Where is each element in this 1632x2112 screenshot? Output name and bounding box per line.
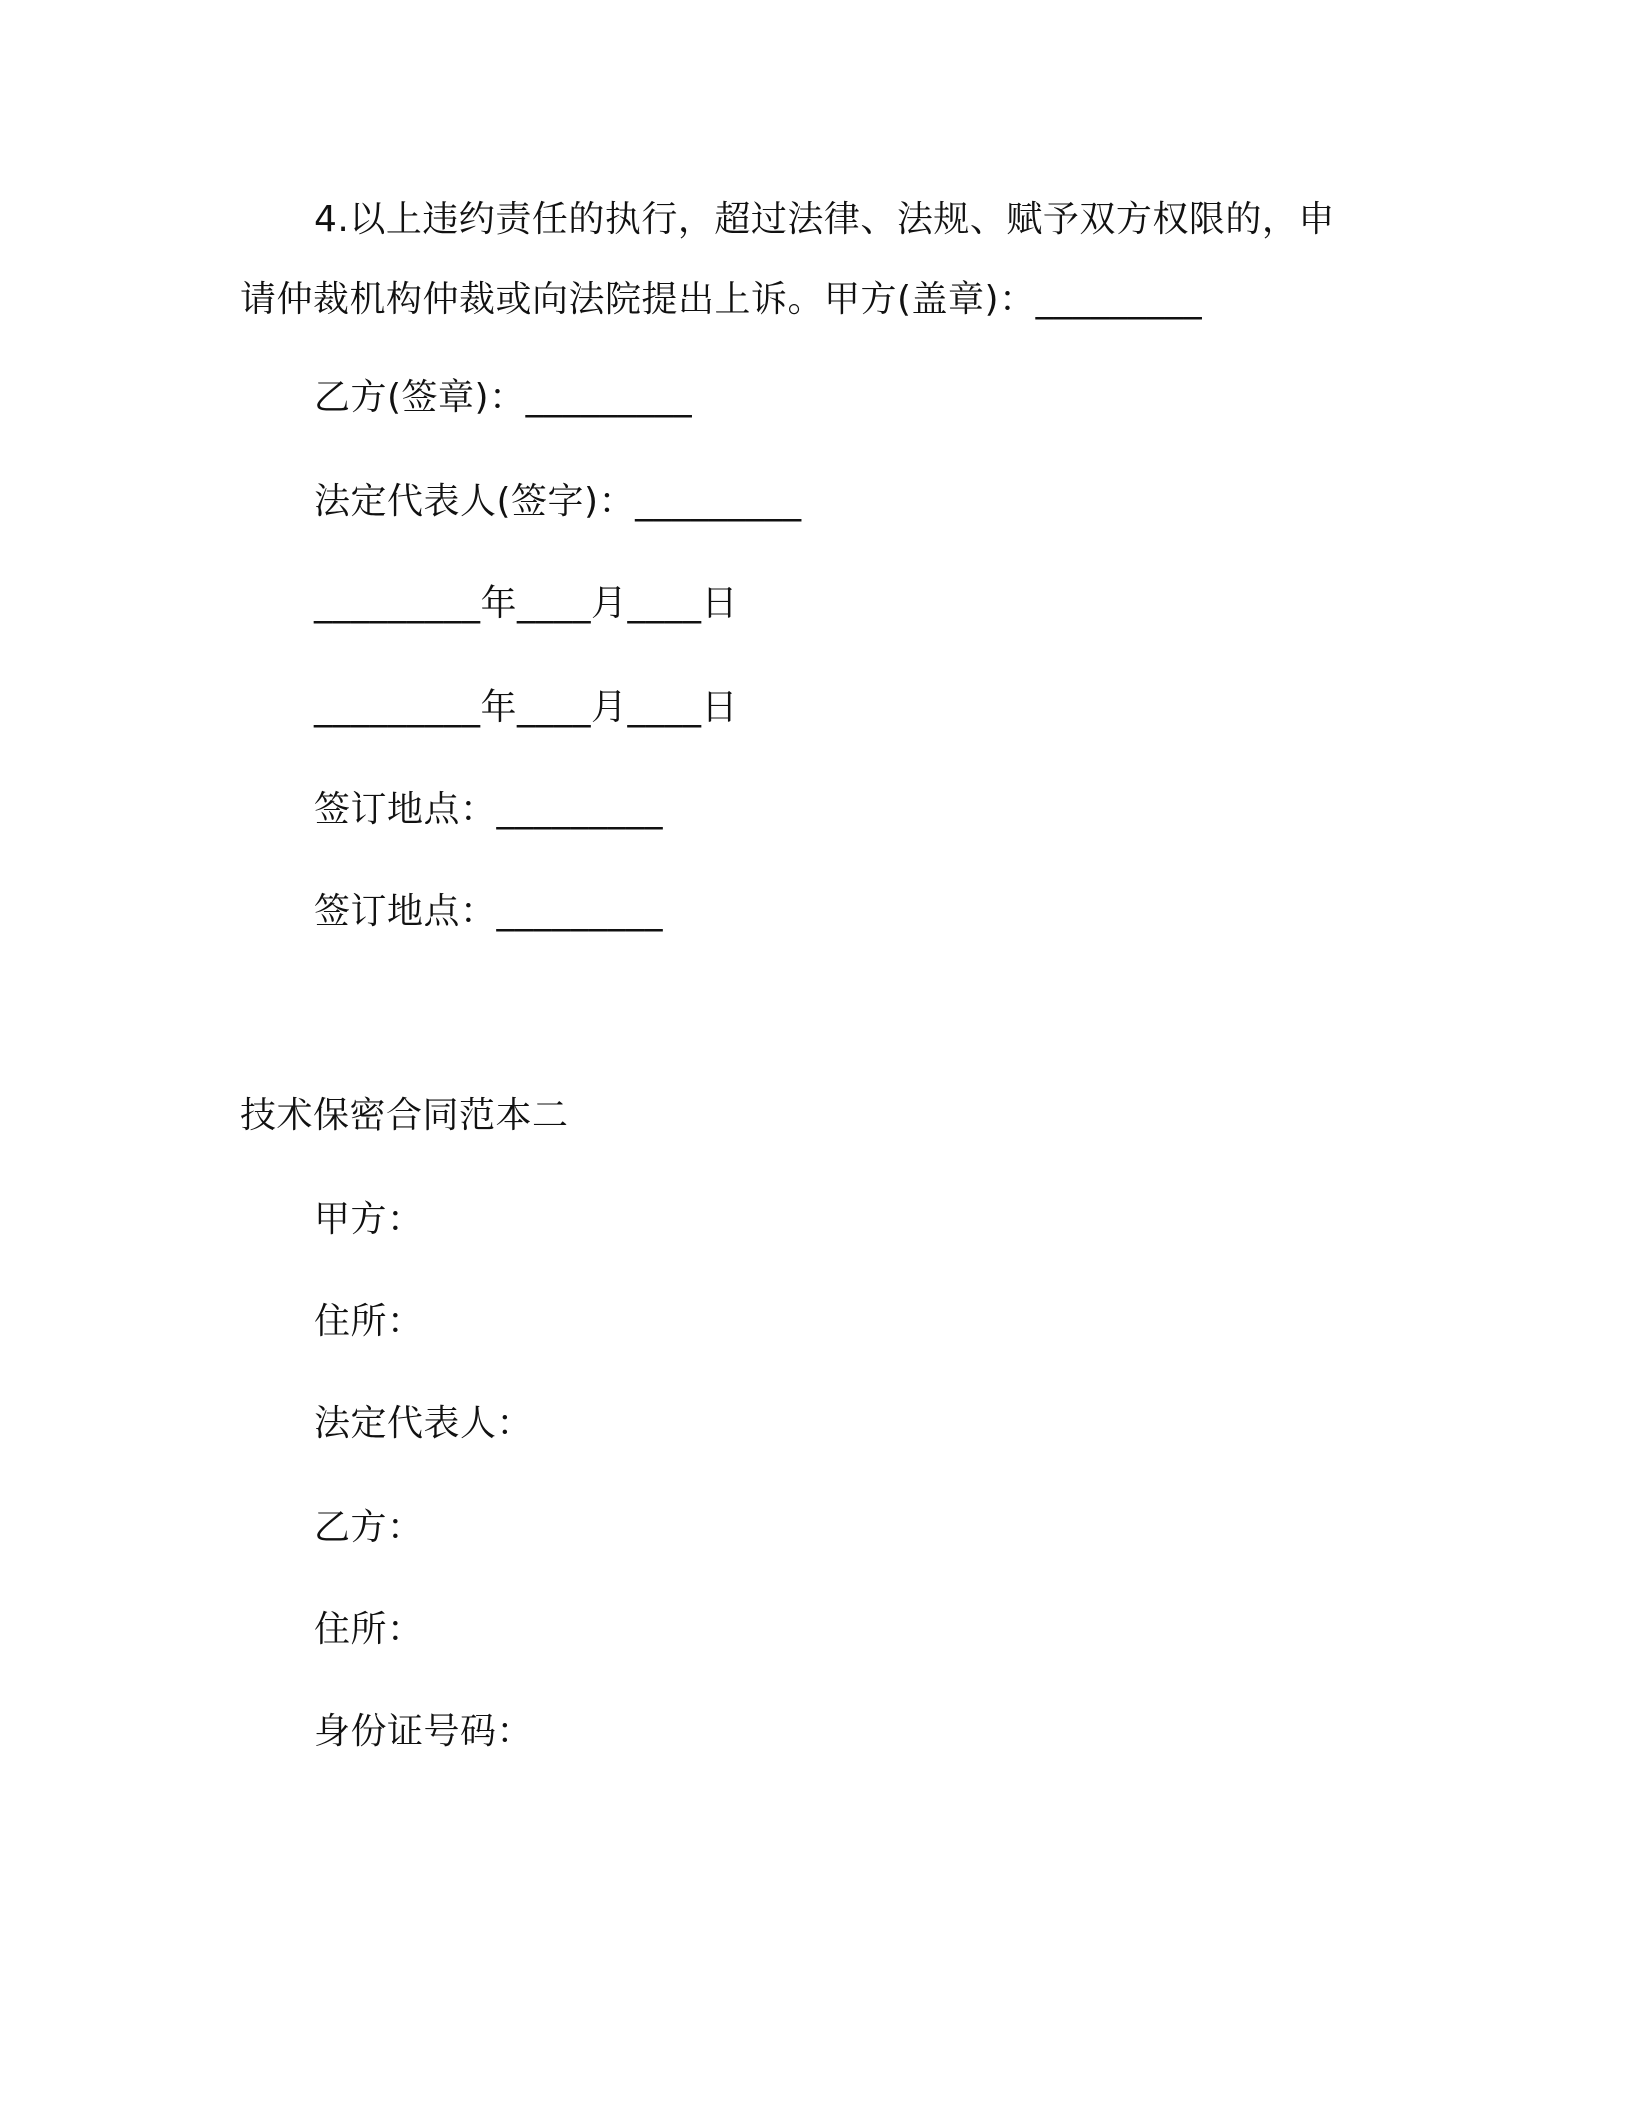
address-a-label: 住所：	[314, 1301, 424, 1342]
address-b-label: 住所：	[314, 1609, 424, 1650]
party-b-label: 乙方：	[314, 1507, 424, 1548]
signing-place-line-1: 签订地点：_________	[314, 789, 664, 830]
section-2-title: 技术保密合同范本二	[240, 1095, 569, 1136]
legal-rep-label: 法定代表人：	[314, 1403, 534, 1444]
date-line-1: _________年____月____日	[314, 583, 738, 624]
signing-place-line-2: 签订地点：_________	[314, 891, 664, 932]
clause-4-line-1: 4.以上违约责任的执行，超过法律、法规、赋予双方权限的，申	[314, 199, 1335, 240]
party-b-seal-line: 乙方(签章)：_________	[314, 377, 693, 418]
clause-4-line-2: 请仲裁机构仲裁或向法院提出上诉。甲方(盖章)：_________	[240, 279, 1203, 320]
legal-rep-sign-line: 法定代表人(签字)：_________	[314, 481, 802, 522]
id-number-label: 身份证号码：	[314, 1711, 534, 1752]
date-line-2: _________年____月____日	[314, 687, 738, 728]
party-a-label: 甲方：	[314, 1199, 424, 1240]
